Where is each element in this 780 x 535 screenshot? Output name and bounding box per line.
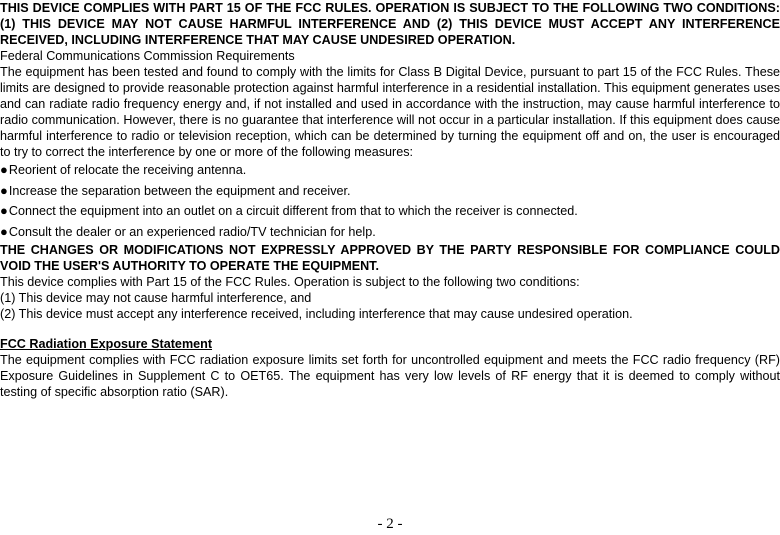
- condition-1: (1) This device may not cause harmful interference, and: [0, 291, 312, 305]
- bullet-icon: ●: [0, 223, 8, 239]
- bullet-icon: ●: [0, 203, 8, 218]
- list-item: ●Increase the separation between the equipment and receiver.: [0, 182, 351, 198]
- fcc-requirements-paragraph: The equipment has been tested and found to comply with the limits for Class B Digital Device, pursuant to part 15 of the FCC Rules. These limits are designed to provide reasonable protection against harmful interference in a residential installation. This equipment generates uses and can radiate radio frequency energy and, if not installed and used in accordance with the instruction, may cause harmful interference to radio communication. However, there is no guarantee that interference will not occur in a particular installation. If this equipment does cause harmful interference to radio or television reception, which can be determined by turning the equipment off and on, the user is encouraged to try to correct the interference by one or more of the following measures:: [0, 65, 780, 159]
- fcc-requirements-heading: Federal Communications Commission Requirements: [0, 49, 295, 63]
- compliance-intro: This device complies with Part 15 of the FCC Rules. Operation is subject to the following two conditions:: [0, 275, 580, 289]
- list-item: ●Reorient of relocate the receiving antenna.: [0, 162, 247, 177]
- measures-list: [0, 160, 780, 242]
- changes-modifications-warning: THE CHANGES OR MODIFICATIONS NOT EXPRESSLY APPROVED BY THE PARTY RESPONSIBLE FOR COMPLIANCE COULD VOID THE USER'S AUTHORITY TO OPERATE THE EQUIPMENT.: [0, 243, 780, 273]
- condition-2: (2) This device must accept any interference received, including interference that may cause undesired operation.: [0, 307, 633, 321]
- list-item: ●Consult the dealer or an experienced radio/TV technician for help.: [0, 223, 376, 239]
- page-number: - 2 -: [377, 516, 403, 532]
- fcc-part15-warning: THIS DEVICE COMPLIES WITH PART 15 OF THE FCC RULES. OPERATION IS SUBJECT TO THE FOLLOWING TWO CONDITIONS: (1) THIS DEVICE MAY NOT CAUSE HARMFUL INTERFERENCE AND (2) THIS DEVICE MUST ACCEPT ANY INTERFERENCE RECEIVED, INCLUDING INTERFERENCE THAT MAY CAUSE UNDESIRED OPERATION.: [0, 1, 780, 47]
- section-spacer: [0, 322, 780, 336]
- list-item: ●Connect the equipment into an outlet on a circuit different from that to which the receiver is connected.: [0, 203, 578, 218]
- bullet-icon: ●: [0, 182, 8, 198]
- rf-exposure-title: FCC Radiation Exposure Statement: [0, 337, 213, 351]
- bullet-icon: ●: [0, 162, 8, 177]
- rf-exposure-paragraph: The equipment complies with FCC radiation exposure limits set forth for uncontrolled equipment and meets the FCC radio frequency (RF) Exposure Guidelines in Supplement C to OET65. The equipment has very low levels of RF energy that it is deemed to comply without testing of specific absorption ratio (SAR).: [0, 353, 780, 399]
